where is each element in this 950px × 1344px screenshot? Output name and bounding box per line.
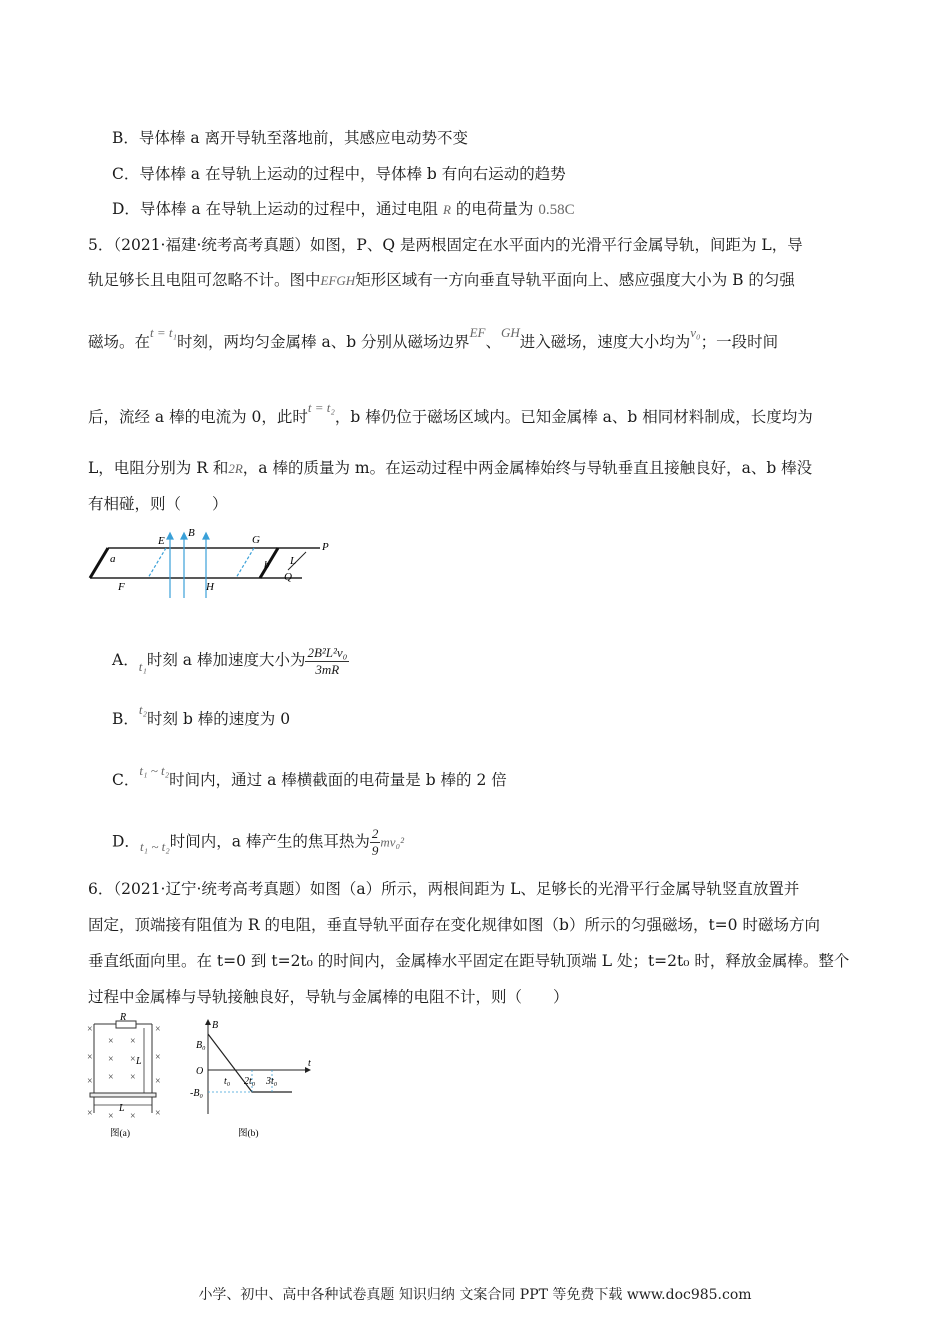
svg-text:×: × [130, 1072, 136, 1083]
q5-line-4-a: 后，流经 a 棒的电流为 0，此时 [88, 408, 308, 426]
q6-line-2: 固定，顶端接有阻值为 R 的电阻，垂直导轨平面存在变化规律如图（b）所示的匀强磁场，t=0 时磁场方向 [88, 916, 820, 934]
q5-option-b [112, 702, 291, 732]
q5-option-c [112, 763, 507, 793]
svg-text:×: × [108, 1072, 114, 1083]
option-a-label: A． [112, 651, 139, 669]
time-t2: t = t₂ [307, 400, 335, 415]
charge-value: 0.58C [538, 202, 575, 218]
svg-text:×: × [130, 1036, 136, 1047]
q5-line-2-a: 轨足够长且电阻可忽略不计。图中 [88, 271, 321, 289]
q6-line-3: 垂直纸面向里。在 t=0 到 t=2t₀ 的时间内，金属棒水平固定在距导轨顶端 L 处；t=2t₀ 时，释放金属棒。整个 [88, 952, 850, 970]
fig-b-caption: 图(b) [238, 1129, 259, 1139]
option-d-prev [112, 197, 575, 222]
option-d-label: D． [112, 832, 140, 851]
svg-text:×: × [130, 1054, 136, 1065]
q5-line-5 [88, 456, 812, 481]
q5-option-a [112, 640, 349, 680]
q5-line-3-a: 磁场。在 [88, 333, 151, 351]
option-a-text: 时刻 a 棒加速度大小为 [146, 651, 306, 669]
svg-text:×: × [130, 1111, 136, 1122]
option-a-den: 3mR [315, 661, 340, 677]
region-efgh: EFGH [320, 273, 356, 288]
boundary-gh: GH [500, 325, 520, 340]
fig-b-t0: t₀ [224, 1076, 231, 1087]
fig-b-2t0: 2t₀ [244, 1076, 256, 1087]
fig-b-b0: B₀ [196, 1040, 206, 1051]
boundary-gh-line [236, 548, 254, 578]
option-c-text: 时间内，通过 a 棒横截面的电荷量是 b 棒的 2 倍 [169, 771, 507, 789]
label-a: a [110, 553, 116, 565]
q5-sep: 、 [485, 333, 501, 351]
fig-a-caption: 图(a) [110, 1129, 131, 1139]
option-b-label: B． [112, 710, 139, 728]
svg-text:×: × [155, 1076, 161, 1087]
label-h: H [206, 581, 214, 593]
option-b-prev: B．导体棒 a 离开导轨至落地前，其感应电动势不变 [112, 129, 468, 147]
q5-line-3-b: 时刻，两均匀金属棒 a、b 分别从磁场边界 [177, 333, 470, 351]
q5-line-6: 有相碰，则（ ） [88, 495, 228, 513]
option-d-prev-text: D．导体棒 a 在导轨上运动的过程中，通过电阻 [112, 200, 439, 218]
q6-line-4: 过程中金属棒与导轨接触良好，导轨与金属棒的电阻不计，则（ ） [88, 988, 569, 1006]
fig-b-origin: O [196, 1066, 204, 1077]
option-a-fraction [305, 645, 349, 678]
resistance-2r: 2R [228, 461, 243, 476]
resistor-symbol: R [442, 202, 451, 217]
option-a-time: t₁ [138, 659, 147, 674]
q5-line-1: 5．（2021·福建·统考高考真题）如图，P、Q 是两根固定在水平面内的光滑平行金属导轨，间距为 L，导 [88, 236, 803, 254]
metal-bar [90, 1093, 156, 1097]
q5-rail-figure [88, 524, 348, 600]
option-b-text: 时刻 b 棒的速度为 0 [147, 710, 291, 728]
fig-b-b: B [212, 1020, 219, 1031]
label-l: L [290, 555, 297, 567]
label-field-b: B [188, 527, 195, 539]
time-t1: t = t₁ [150, 325, 178, 340]
svg-text:×: × [87, 1076, 93, 1087]
label-g: G [252, 534, 260, 546]
q6-figure-a [86, 1012, 166, 1144]
q5-line-5-a: L，电阻分别为 R 和 [88, 459, 229, 477]
q6-line-1: 6．（2021·辽宁·统考高考真题）如图（a）所示，两根间距为 L、足够长的光滑平行金属导轨竖直放置并 [88, 880, 800, 898]
option-d-text: 时间内，a 棒产生的焦耳热为 [169, 832, 370, 851]
fig-b-neg-b0: -B₀ [190, 1088, 203, 1099]
label-b: b [264, 559, 270, 571]
fig-b-3t0: 3t₀ [266, 1076, 278, 1087]
svg-text:×: × [87, 1108, 93, 1119]
boundary-ef: EF [469, 325, 486, 340]
q5-line-4-b: ，b 棒仍位于磁场区域内。已知金属棒 a、b 相同材料制成，长度均为 [334, 408, 813, 426]
svg-text:×: × [155, 1052, 161, 1063]
svg-text:×: × [155, 1024, 161, 1035]
q6-figure-b [188, 1014, 318, 1144]
q5-option-d [112, 826, 404, 856]
fig-b-t: t [308, 1058, 311, 1069]
option-a-num: 2B²L²v₀ [307, 644, 348, 660]
q5-line-2 [88, 268, 795, 293]
label-f: F [118, 581, 125, 593]
q5-line-2-b: 矩形区域有一方向垂直导轨平面向上、感应强度大小为 B 的匀强 [355, 271, 795, 289]
option-d-num: 2 [371, 826, 379, 841]
label-p: P [322, 541, 329, 553]
svg-text:×: × [108, 1036, 114, 1047]
option-d-den: 9 [371, 843, 379, 858]
option-d-time: t₁ ~ t₂ [139, 838, 170, 854]
option-d-tail: mv₀² [380, 834, 404, 850]
option-b-time: t₂ [138, 702, 148, 717]
label-q: Q [284, 571, 292, 583]
rod-a [90, 548, 108, 578]
q5-line-3-d: ；一段时间 [700, 333, 779, 351]
field-arrows [167, 533, 209, 598]
option-c-label: C． [112, 771, 140, 789]
fig-a-r: R [120, 1012, 127, 1023]
q5-line-5-b: ，a 棒的质量为 m。在运动过程中两金属棒始终与导轨垂直且接触良好，a、b 棒没 [242, 459, 813, 477]
option-c-time: t₁ ~ t₂ [139, 763, 170, 778]
svg-text:×: × [87, 1024, 93, 1035]
option-d-prev-mid: 的电荷量为 [455, 200, 534, 218]
q5-line-3 [88, 325, 779, 355]
speed-v0: v₀ [690, 325, 701, 340]
q5-line-4 [88, 400, 813, 430]
option-c-prev: C．导体棒 a 在导轨上运动的过程中，导体棒 b 有向右运动的趋势 [112, 165, 566, 183]
svg-text:×: × [108, 1111, 114, 1122]
page-footer: 小学、初中、高中各种试卷真题 知识归纳 文案合同 PPT 等免费下载 www.doc985.com [198, 1287, 752, 1303]
svg-text:×: × [108, 1054, 114, 1065]
svg-text:×: × [87, 1052, 93, 1063]
q5-line-3-c: 进入磁场，速度大小均为 [519, 333, 691, 351]
boundary-ef-line [148, 548, 166, 578]
option-d-fraction [370, 826, 381, 859]
svg-text:×: × [155, 1108, 161, 1119]
label-e: E [158, 535, 165, 547]
fig-a-l-bottom: L [119, 1103, 125, 1114]
fig-a-l-side: L [136, 1056, 142, 1067]
